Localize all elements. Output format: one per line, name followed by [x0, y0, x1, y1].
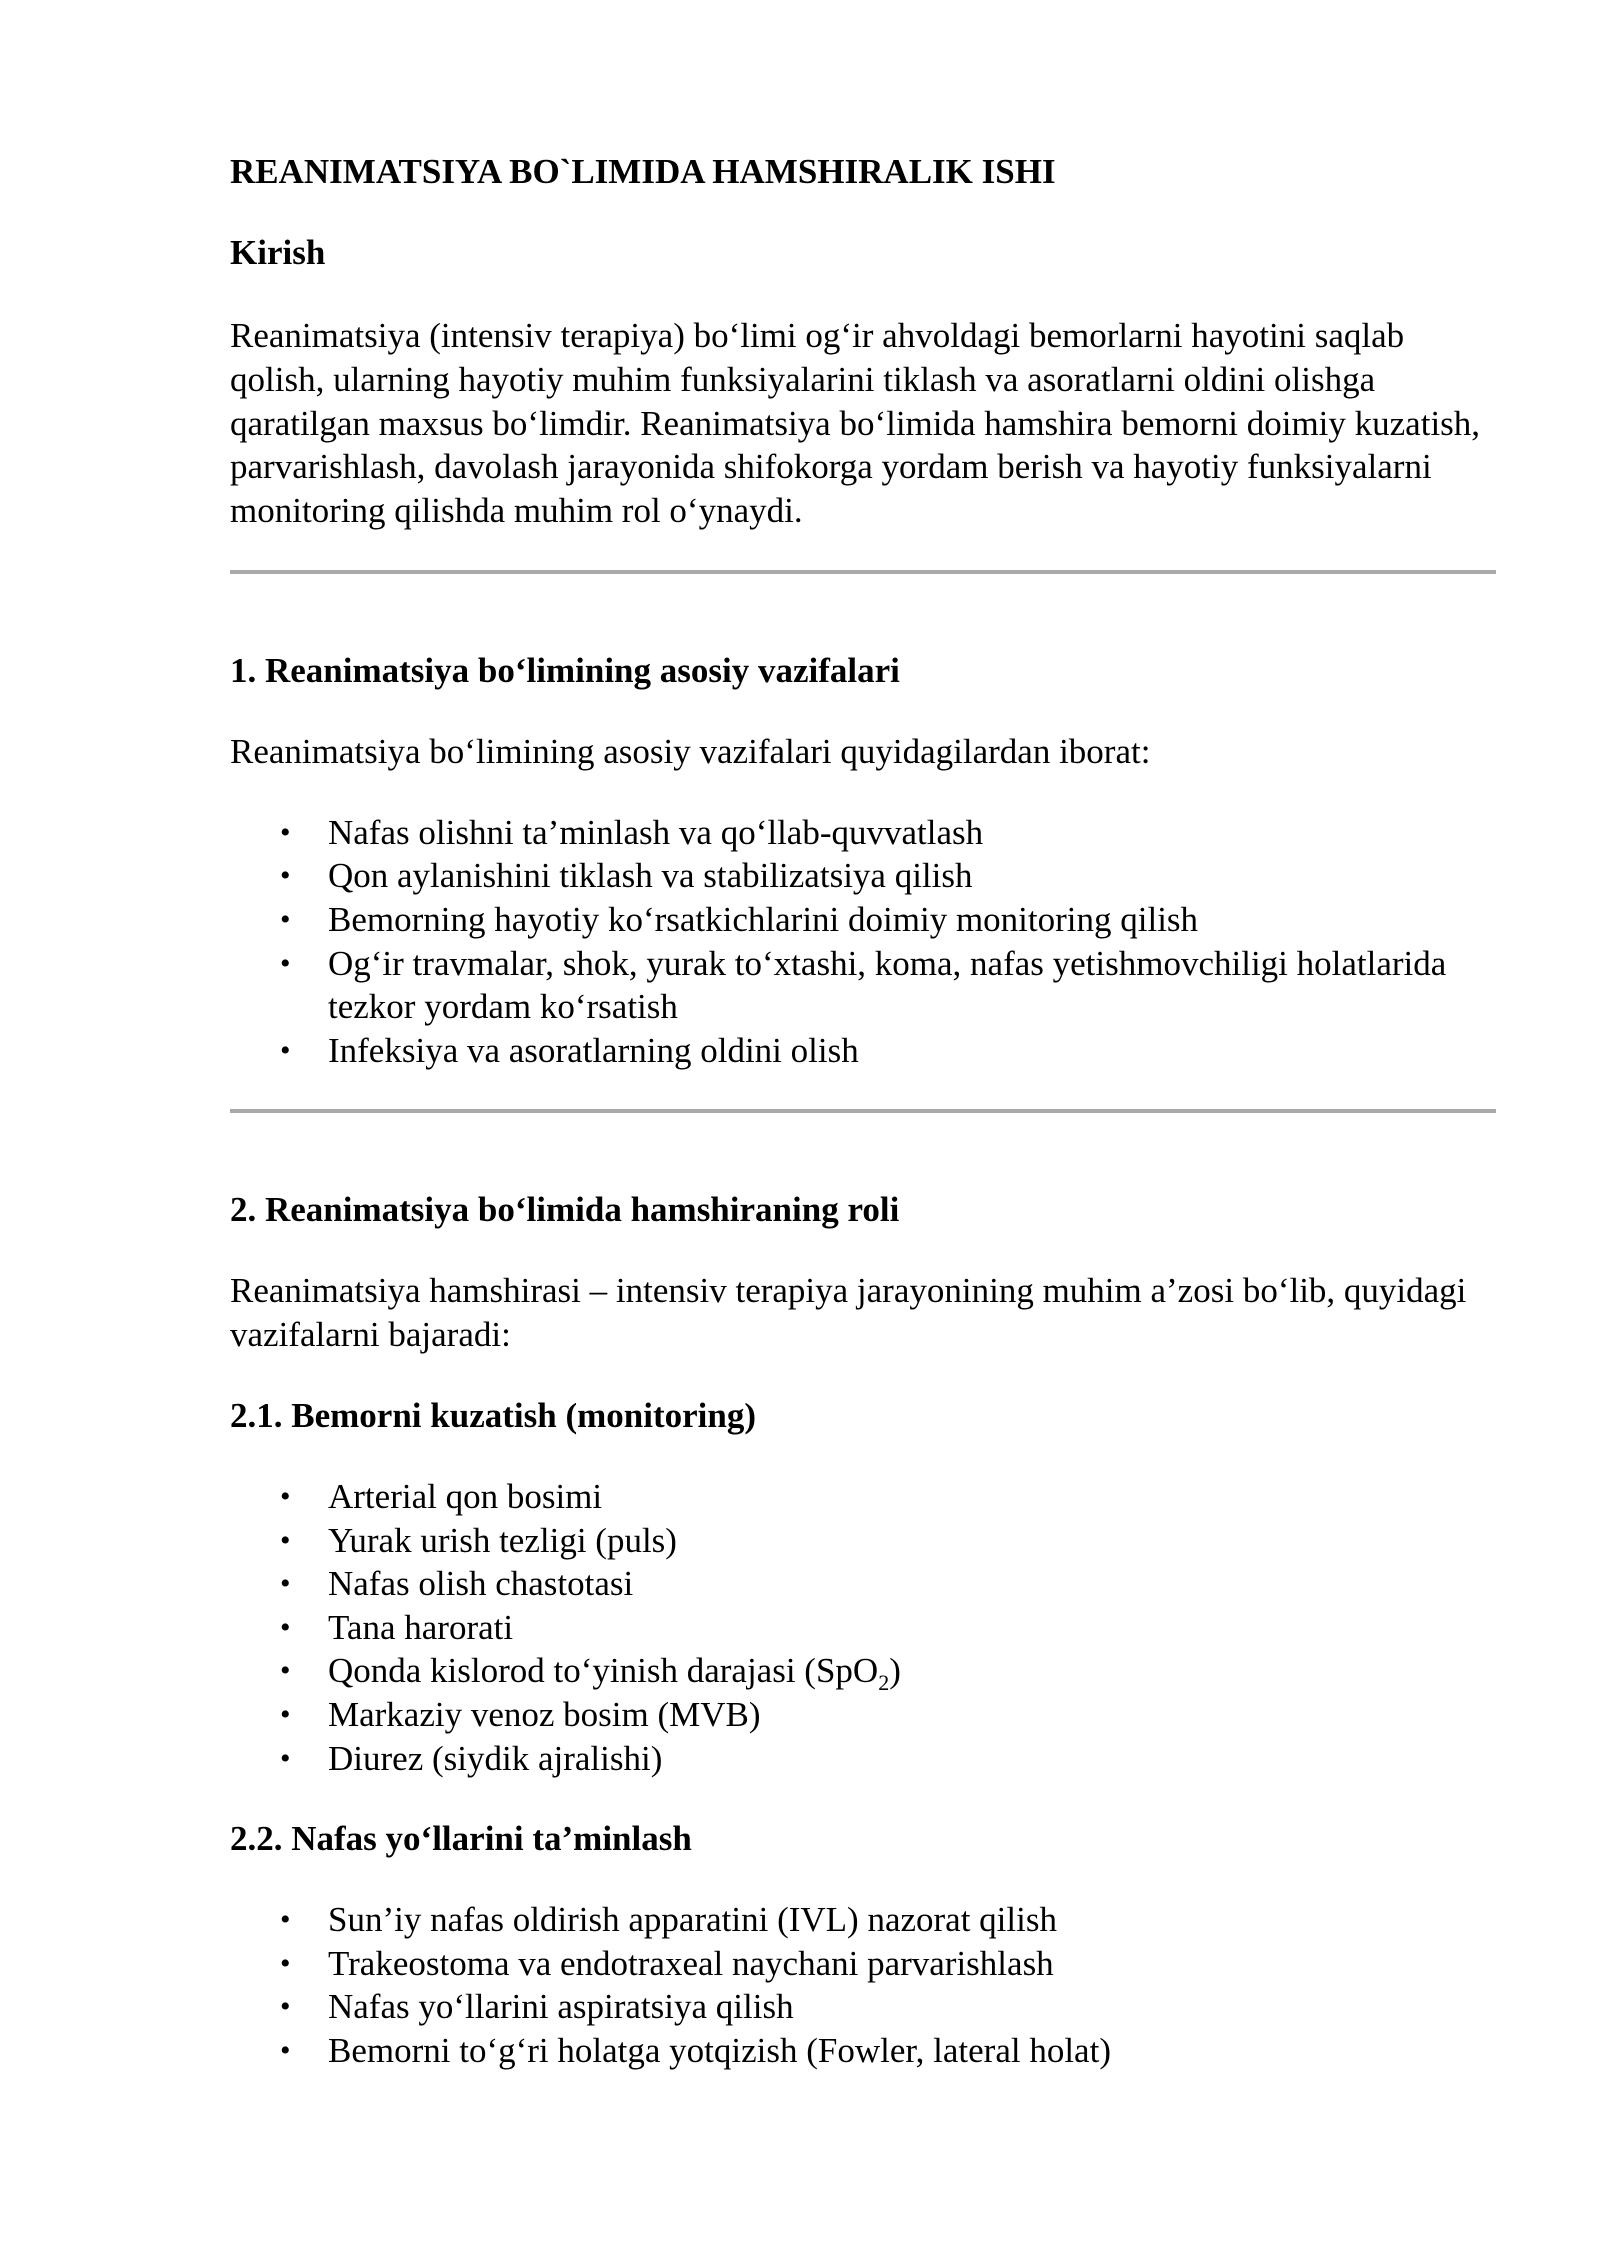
- list-item: • Trakeostoma va endotraxeal naychani parvarishlash: [230, 1942, 1496, 1986]
- bullet-icon: •: [280, 1903, 291, 1937]
- section-divider: [230, 570, 1496, 574]
- document-title: REANIMATSIYA BO`LIMIDA HAMSHIRALIK ISHI: [230, 152, 1056, 191]
- section-1-heading: 1. Reanimatsiya bo‘limining asosiy vazifalari: [230, 650, 900, 690]
- section-2-heading: 2. Reanimatsiya bo‘limida hamshiraning roli: [230, 1190, 900, 1230]
- subsection-2-2-heading: 2.2. Nafas yo‘llarini ta’minlash: [230, 1819, 692, 1859]
- subsection-2-1-list: [230, 1475, 1496, 1780]
- bullet-icon: •: [280, 1479, 291, 1513]
- section-divider: [230, 1109, 1496, 1113]
- list-item: • Bemorning hayotiy ko‘rsatkichlarini doimiy monitoring qilish: [230, 898, 1496, 942]
- list-item: • Qonda kislorod to‘yinish darajasi (SpO$_2$): [280, 1651, 901, 1696]
- bullet-icon: •: [280, 946, 291, 980]
- bullet-icon: •: [280, 1610, 291, 1644]
- subsection-2-2-list: [230, 1898, 1496, 2072]
- list-item: • Nafas yo‘llarini aspiratsiya qilish: [230, 1985, 1496, 2029]
- bullet-icon: •: [280, 1033, 291, 1067]
- spo2-subscript: 2: [878, 1670, 890, 1696]
- list-item: • Markaziy venoz bosim (MVB): [230, 1693, 1496, 1737]
- section-1-lead: Reanimatsiya bo‘limining asosiy vazifalari quyidagilardan iborat:: [230, 731, 1151, 771]
- bullet-icon: •: [280, 859, 291, 893]
- list-item: • Qon aylanishini tiklash va stabilizatsiya qilish: [230, 854, 1496, 898]
- bullet-icon: •: [280, 1567, 291, 1601]
- list-item: • Yurak urish tezligi (puls): [230, 1519, 1496, 1563]
- list-item: • Tana harorati: [230, 1606, 1496, 1650]
- bullet-icon: •: [280, 1741, 291, 1775]
- list-item: • Infeksiya va asoratlarning oldini olish: [230, 1029, 1496, 1073]
- list-item: • Bemorni to‘g‘ri holatga yotqizish (Fowler, lateral holat): [230, 2029, 1496, 2073]
- bullet-icon: •: [280, 815, 291, 849]
- bullet-icon: •: [280, 1523, 291, 1557]
- bullet-icon: •: [280, 1654, 291, 1688]
- intro-heading: Kirish: [230, 233, 326, 272]
- bullet-icon: •: [280, 1697, 291, 1731]
- document-page: [230, 150, 1496, 2072]
- bullet-icon: •: [280, 1990, 291, 2024]
- section-2-lead: Reanimatsiya hamshirasi – intensiv terapiya jarayonining muhim a’zosi bo‘lib, quyidagi vazifalarni bajaradi:: [230, 1271, 1467, 1355]
- list-item: • Diurez (siydik ajralishi): [230, 1737, 1496, 1781]
- list-item: • Nafas olishni ta’minlash va qo‘llab-quvvatlash: [230, 811, 1496, 855]
- list-item: • Sun’iy nafas oldirish apparatini (IVL) nazorat qilish: [230, 1898, 1496, 1942]
- bullet-icon: •: [280, 902, 291, 936]
- list-item: • Og‘ir travmalar, shok, yurak to‘xtashi, koma, nafas yetishmovchiligi holatlarida tezkor yordam ko‘rsatish: [280, 943, 1447, 1027]
- subsection-2-1-heading: 2.1. Bemorni kuzatish (monitoring): [230, 1395, 756, 1435]
- list-item: • Arterial qon bosimi: [230, 1475, 1496, 1519]
- bullet-icon: •: [280, 1946, 291, 1980]
- section-1-list: [230, 811, 1496, 1073]
- list-item: • Nafas olish chastotasi: [230, 1562, 1496, 1606]
- intro-paragraph: Reanimatsiya (intensiv terapiya) bo‘limi og‘ir ahvoldagi bemorlarni hayotini saqlab qolish, ularning hayotiy muhim funksiyalarini tiklash va asoratlarni oldini olishga qaratilgan maxsus bo‘limdir. Reanimatsiya bo‘limida hamshira bemorni doimiy kuzatish, parvarishlash, davolash jarayonida shifokorga yordam berish va hayotiy funksiyalarni monitoring qilishda muhim rol o‘ynaydi.: [230, 316, 1481, 531]
- bullet-icon: •: [280, 2033, 291, 2067]
